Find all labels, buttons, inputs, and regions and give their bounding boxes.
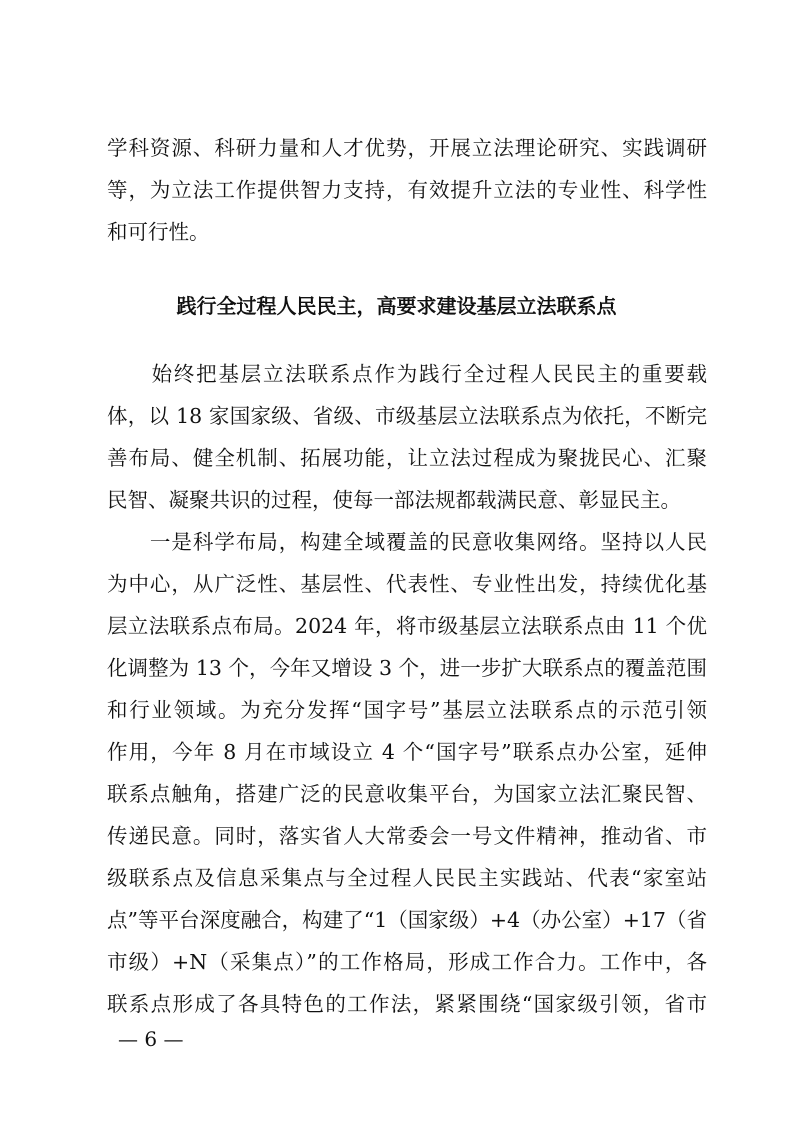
- intro-line-3: 和可行性。: [107, 220, 210, 244]
- paragraph2-line-3: 层立法联系点布局。2024 年，将市级基层立法联系点由 11 个优: [107, 614, 707, 638]
- page-number: — 6 —: [118, 1027, 184, 1051]
- paragraph1-line-4: 民智、凝聚共识的过程，使每一部法规都载满民意、彰显民主。: [107, 488, 681, 512]
- paragraph2-line-11: 市级）+N（采集点）”的工作格局，形成工作合力。工作中，各: [107, 950, 707, 974]
- paragraph2-line-1: 一是科学布局，构建全域覆盖的民意收集网络。坚持以人民: [107, 530, 707, 554]
- intro-line-1: 学科资源、科研力量和人才优势，开展立法理论研究、实践调研: [107, 136, 707, 160]
- paragraph2-line-8: 传递民意。同时，落实省人大常委会一号文件精神，推动省、市: [107, 824, 707, 848]
- paragraph1-line-2: 体，以 18 家国家级、省级、市级基层立法联系点为依托，不断完: [107, 404, 707, 428]
- paragraph2-line-7: 联系点触角，搭建广泛的民意收集平台，为国家立法汇聚民智、: [107, 782, 707, 806]
- paragraph2-line-12: 联系点形成了各具特色的工作法，紧紧围绕“国家级引领，省市: [107, 992, 707, 1016]
- paragraph2-line-10: 点”等平台深度融合，构建了“1（国家级）+4（办公室）+17（省: [107, 908, 707, 932]
- paragraph2-line-9: 级联系点及信息采集点与全过程人民民主实践站、代表“家室站: [107, 866, 707, 890]
- paragraph2-line-6: 作用，今年 8 月在市域设立 4 个“国字号”联系点办公室，延伸: [107, 740, 707, 764]
- paragraph1-line-3: 善布局、健全机制、拓展功能，让立法过程成为聚拢民心、汇聚: [107, 446, 707, 470]
- paragraph2-line-4: 化调整为 13 个，今年又增设 3 个，进一步扩大联系点的覆盖范围: [107, 656, 707, 680]
- paragraph2-line-5: 和行业领域。为充分发挥“国字号”基层立法联系点的示范引领: [107, 698, 707, 722]
- intro-line-2: 等，为立法工作提供智力支持，有效提升立法的专业性、科学性: [107, 178, 707, 202]
- paragraph1-line-1: 始终把基层立法联系点作为践行全过程人民民主的重要载: [107, 362, 707, 386]
- section-heading: 践行全过程人民民主，高要求建设基层立法联系点: [176, 294, 617, 318]
- paragraph2-line-2: 为中心，从广泛性、基层性、代表性、专业性出发，持续优化基: [107, 572, 707, 596]
